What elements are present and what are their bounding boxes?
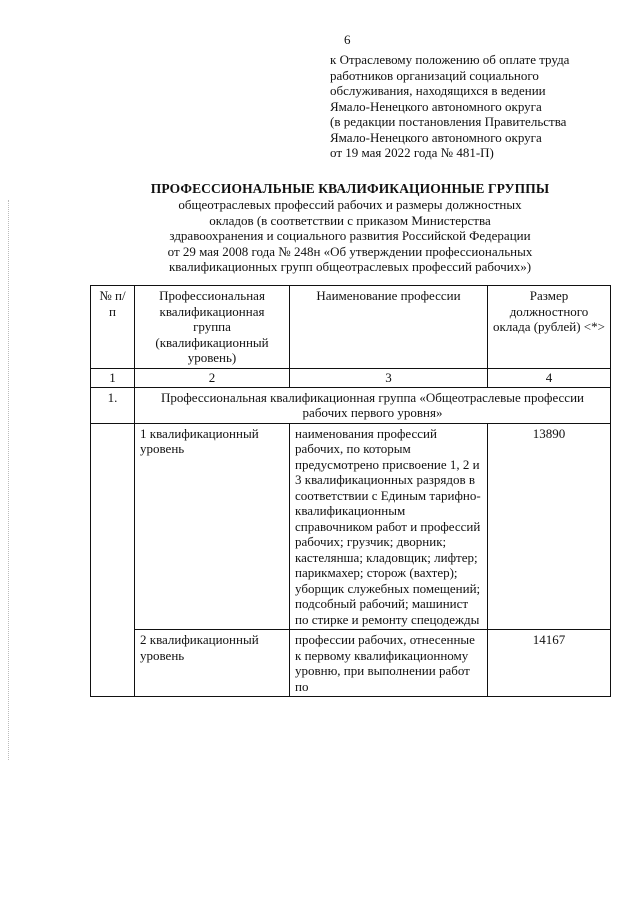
group-number: 1. (91, 387, 135, 423)
appendix-line: от 19 мая 2022 года № 481-П) (330, 145, 494, 160)
empty-cell (91, 423, 135, 697)
table-header-row (91, 286, 611, 369)
document-subtitle-line: от 29 мая 2008 года № 248н «Об утверждении профессиональных (167, 243, 533, 259)
header-profession: Наименование профессии (290, 286, 488, 369)
document-subtitle-line: общеотраслевых профессий рабочих и размеры должностных (178, 197, 522, 212)
column-number: 4 (488, 368, 611, 387)
table-row (91, 630, 611, 697)
header-number: № п/п (91, 286, 135, 369)
appendix-line: работников организаций социального (330, 67, 539, 83)
appendix-line: Ямало-Ненецкого автономного округа (330, 129, 542, 145)
column-number-row (91, 368, 611, 387)
appendix-note (330, 52, 630, 161)
column-number: 3 (290, 368, 488, 387)
profession-list: наименования профессий рабочих, по которым предусмотрено присвоение 1, 2 и 3 квалификационных разрядов в соответствии с Единым тарифно-квалификационным справочником работ и профессий рабочих; грузчик; дворник; кастелянша; кладовщик; лифтер; парикмахер; сторож (вахтер); уборщик служебных помещений; подсобный рабочий; машинист по стирке и ремонту спецодежды (290, 423, 488, 630)
page-number: 6 (344, 32, 351, 47)
salary-value: 13890 (488, 423, 611, 630)
appendix-line: к Отраслевому положению об оплате труда (330, 52, 570, 67)
qualification-level: 1 квалификационный уровень (135, 423, 290, 630)
group-title: Профессиональная квалификационная группа «Общеотраслевые профессии рабочих первого уровня» (135, 387, 611, 423)
document-heading (110, 180, 590, 275)
document-subtitle-line: квалификационных групп общеотраслевых профессий рабочих») (168, 259, 532, 274)
profession-list: профессии рабочих, отнесенные к первому квалификационному уровню, при выполнении работ по (290, 630, 488, 697)
appendix-line: (в редакции постановления Правительства (330, 114, 567, 129)
document-subtitle-line: окладов (в соответствии с приказом Министерства (209, 212, 491, 228)
column-number: 1 (91, 368, 135, 387)
document-title: ПРОФЕССИОНАЛЬНЫЕ КВАЛИФИКАЦИОННЫЕ ГРУППЫ (150, 181, 550, 196)
qualification-table (90, 285, 611, 697)
scan-margin-artifact (8, 200, 13, 760)
document-subtitle-line: здравоохранения и социального развития Российской Федерации (169, 228, 531, 243)
table-row (91, 423, 611, 630)
qualification-level: 2 квалификационный уровень (135, 630, 290, 697)
appendix-line: Ямало-Ненецкого автономного округа (330, 98, 542, 114)
appendix-line: обслуживания, находящихся в ведении (330, 83, 546, 98)
header-salary: Размер должностного оклада (рублей) <*> (488, 286, 611, 369)
header-group: Профессиональная квалификационная группа (квалификационный уровень) (135, 286, 290, 369)
group-row (91, 387, 611, 423)
column-number: 2 (135, 368, 290, 387)
salary-value: 14167 (488, 630, 611, 697)
